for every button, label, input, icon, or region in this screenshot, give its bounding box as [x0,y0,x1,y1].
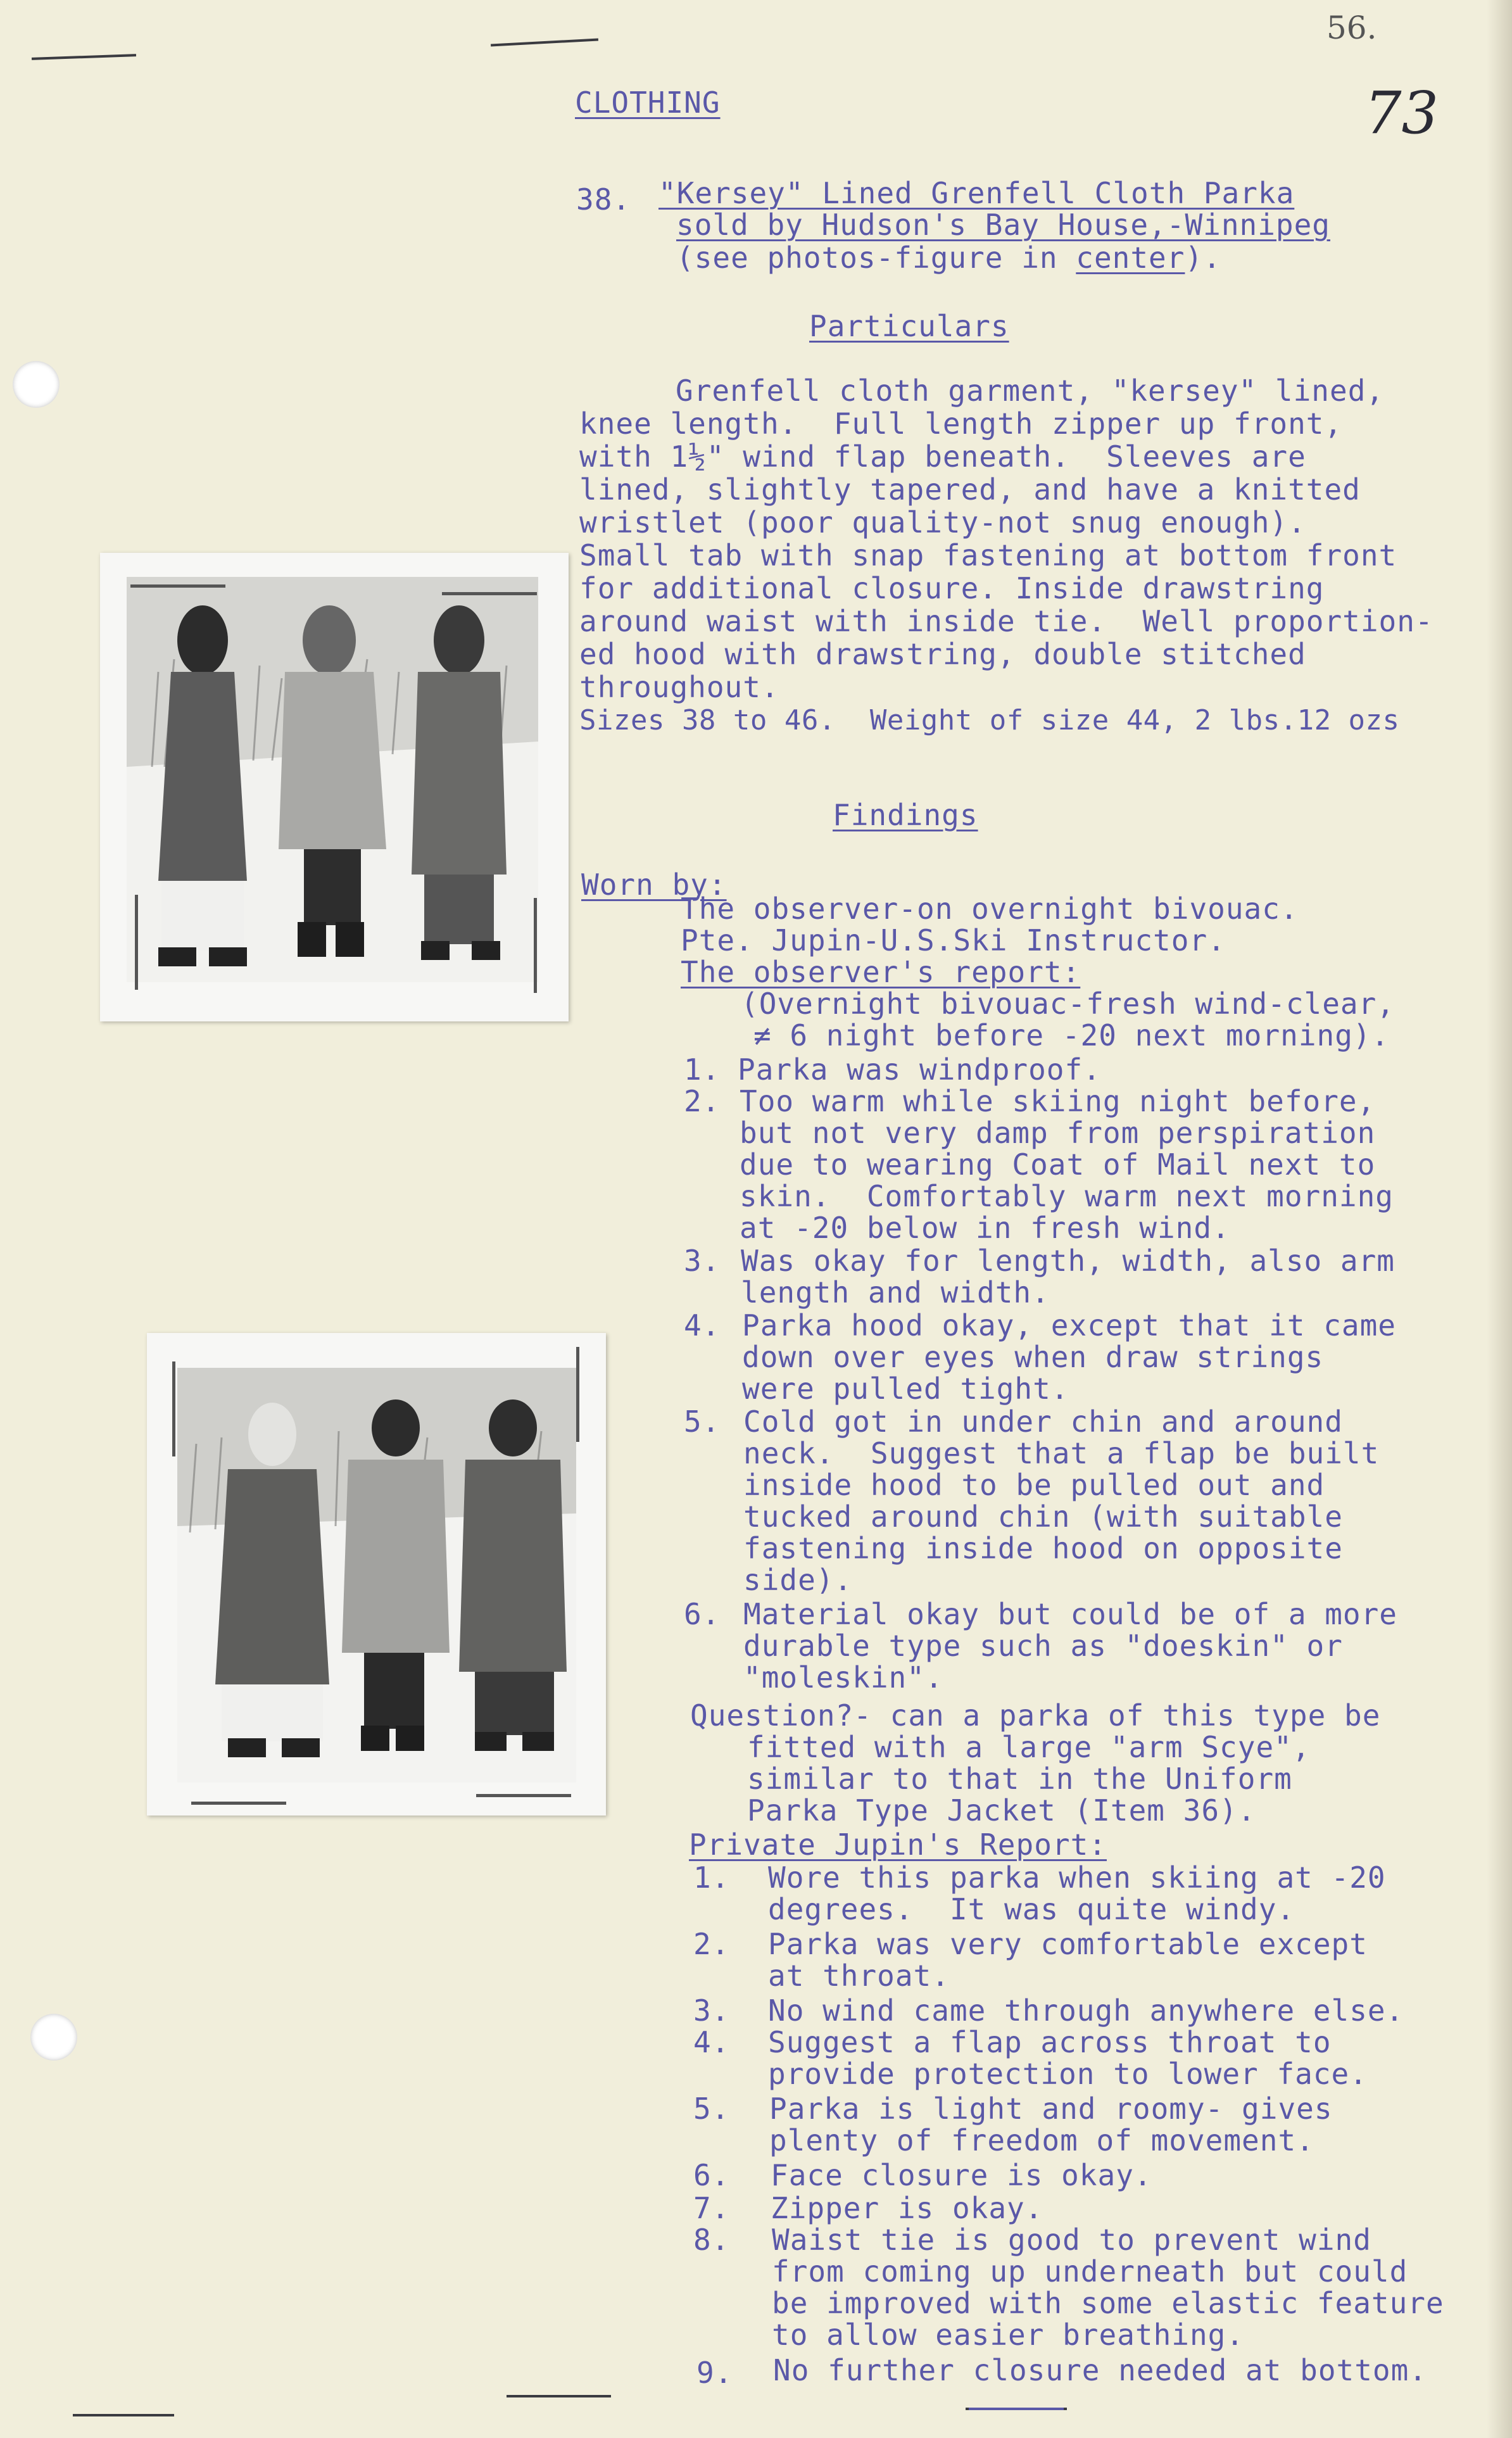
photo-staple [191,1802,286,1805]
particulars-line: throughout. [579,670,779,704]
particulars-line: ed hood with drawstring, double stitched [579,637,1306,671]
photo-front-view-mount [100,553,569,1021]
particulars-line: with 1½" wind flap beneath. Sleeves are [579,439,1306,474]
particulars-line: Sizes 38 to 46. Weight of size 44, 2 lbs.12 ozs [579,704,1400,736]
fastener-mark [491,39,598,47]
fastener-mark [507,2395,611,2397]
binder-hole-top [13,361,60,408]
particulars-line: for additional closure. Inside drawstring [579,571,1325,605]
worn-by-entry: Pte. Jupin-U.S.Ski Instructor. [681,923,1226,957]
particulars-line: wristlet (poor quality-not snug enough). [579,505,1306,540]
particulars-heading: Particulars [809,309,1009,343]
item-photo-note: (see photos-figure in center). [676,241,1221,275]
private-report-heading: Private Jupin's Report: [689,1828,1107,1862]
photo-back-view-image [177,1368,576,1783]
binder-hole-bottom [30,2014,77,2061]
photo-staple [135,895,138,990]
photo-staple [476,1794,571,1797]
particulars-line: Small tab with snap fastening at bottom front [579,538,1397,572]
photo-staple [442,592,537,595]
observer-conditions: (Overnight bivouac-fresh wind-clear, [741,987,1395,1021]
fastener-mark [32,54,136,60]
section-heading: CLOTHING [575,85,721,120]
photo-back-view [177,1368,576,1783]
page-edge-shadow [1487,0,1512,2438]
photo-front-view-image [127,577,538,982]
photo-back-view-mount [147,1333,606,1816]
fastener-mark [73,2414,174,2416]
photo-staple [172,1361,175,1456]
photo-front-view [127,577,538,982]
item-seller: sold by Hudson's Bay House,-Winnipeg [676,208,1330,242]
photo-staple [576,1347,579,1442]
handwritten-folio-number: 73 [1364,79,1439,147]
page-number: 56. [1326,9,1377,46]
bottom-ink-rule [969,2408,1064,2410]
item-number: 38. [576,182,631,217]
worn-by-entry: The observer-on overnight bivouac. [681,892,1299,926]
particulars-line: Grenfell cloth garment, "kersey" lined, [676,374,1385,408]
particulars-line: knee length. Full length zipper up front, [579,407,1343,441]
photo-staple [130,584,225,588]
observer-conditions: ≠ 6 night before -20 next morning). [753,1018,1390,1052]
observer-report-heading: The observer's report: [681,955,1081,989]
particulars-line: around waist with inside tie. Well proportion- [579,604,1433,638]
findings-heading: Findings [833,798,978,832]
particulars-line: lined, slightly tapered, and have a knitted [579,472,1361,507]
item-title: "Kersey" Lined Grenfell Cloth Parka [658,176,1295,210]
photo-staple [534,898,537,993]
worn-by-label: Worn by: [581,868,727,902]
